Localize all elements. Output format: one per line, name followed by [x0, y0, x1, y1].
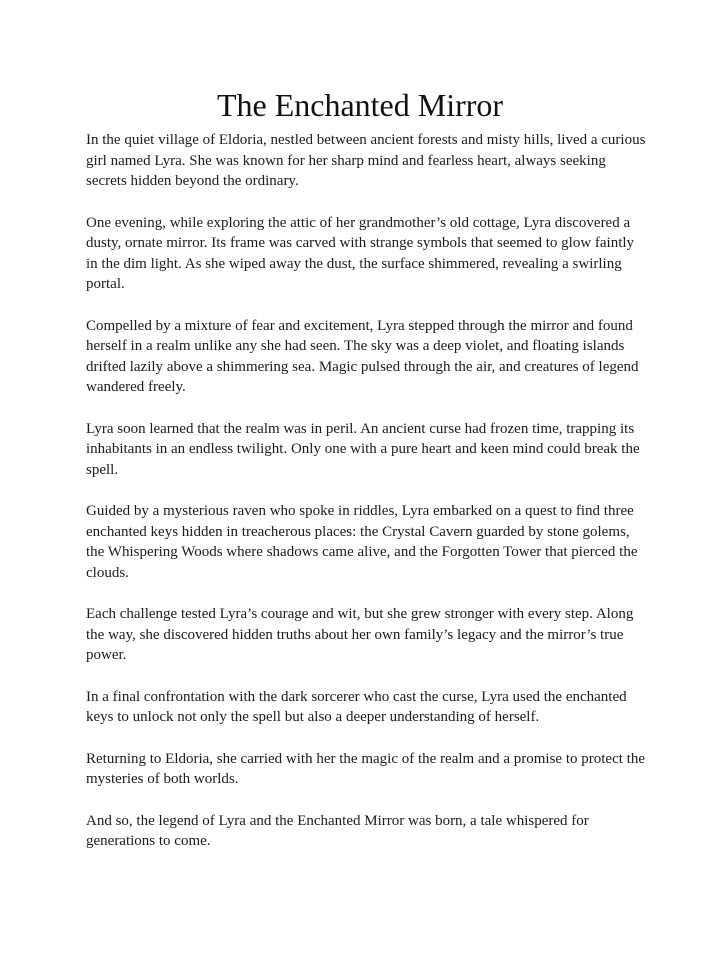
paragraph-4: Lyra soon learned that the realm was in peril. An ancient curse had frozen time, trapping its inhabitants in an endless twilight. Only one with a pure heart and keen mind could break the spell. — [86, 420, 640, 478]
paragraph-2: One evening, while exploring the attic of her grandmother’s old cottage, Lyra discovered a dusty, ornate mirror. Its frame was carved with strange symbols that seemed to glow faintly in the dim light. As she wiped away the dust, the surface shimmered, revealing a swirling portal. — [86, 214, 635, 292]
document-title: The Enchanted Mirror — [216, 87, 504, 123]
paragraph-1: In the quiet village of Eldoria, nestled between ancient forests and misty hills, lived a curious girl named Lyra. She was known for her sharp mind and fearless heart, always seeking secrets hidden beyond the ordinary. — [86, 132, 646, 189]
paragraph-5: Guided by a mysterious raven who spoke in riddles, Lyra embarked on a quest to find three enchanted keys hidden in treacherous places: the Crystal Cavern guarded by stone golems, the Whispering Woods where shadows came alive, and the Forgotten Tower that pierced the clouds. — [86, 503, 638, 581]
paragraph-9: And so, the legend of Lyra and the Enchanted Mirror was born, a tale whispered for generations to come. — [86, 812, 589, 849]
paragraph-6: Each challenge tested Lyra’s courage and wit, but she grew stronger with every step. Along the way, she discovered hidden truths about her own family’s legacy and the mirror’s true power. — [86, 606, 634, 663]
document-body — [86, 130, 646, 873]
paragraph-3: Compelled by a mixture of fear and excitement, Lyra stepped through the mirror and found herself in a realm unlike any she had seen. The sky was a deep violet, and floating islands drifted lazily above a shimmering sea. Magic pulsed through the air, and creatures of legend wandered freely. — [86, 317, 639, 395]
paragraph-8: Returning to Eldoria, she carried with her the magic of the realm and a promise to protect the mysteries of both worlds. — [86, 750, 645, 787]
paragraph-7: In a final confrontation with the dark sorcerer who cast the curse, Lyra used the enchanted keys to unlock not only the spell but also a deeper understanding of herself. — [86, 688, 627, 725]
